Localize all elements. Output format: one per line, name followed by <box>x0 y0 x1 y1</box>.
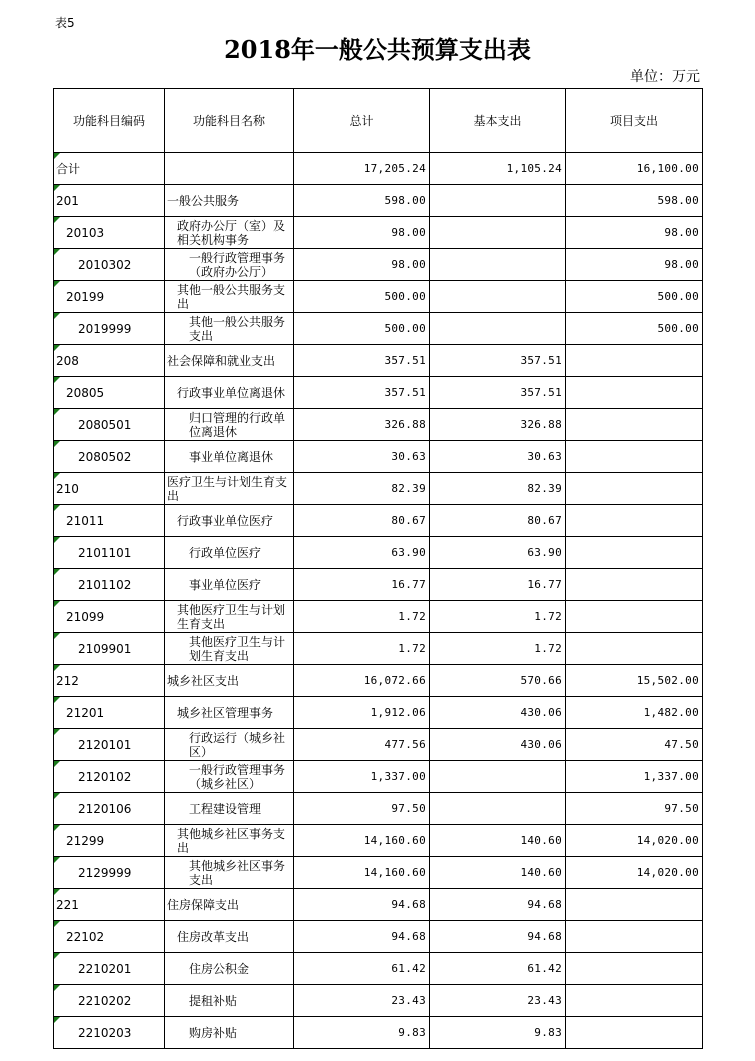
cell-total: 1.72 <box>294 633 430 665</box>
cell-code: 212 <box>54 665 165 697</box>
cell-basic: 61.42 <box>430 953 566 985</box>
cell-basic: 570.66 <box>430 665 566 697</box>
cell-name: 住房改革支出 <box>165 921 294 953</box>
cell-total: 326.88 <box>294 409 430 441</box>
cell-total: 477.56 <box>294 729 430 761</box>
cell-total: 9.83 <box>294 1017 430 1049</box>
cell-name: 其他一般公共服务支出 <box>165 281 294 313</box>
cell-name: 其他医疗卫生与计划生育支出 <box>165 633 294 665</box>
cell-code: 2080501 <box>54 409 165 441</box>
cell-basic <box>430 761 566 793</box>
cell-code: 208 <box>54 345 165 377</box>
cell-total: 14,160.60 <box>294 825 430 857</box>
cell-total: 500.00 <box>294 281 430 313</box>
cell-name: 其他医疗卫生与计划生育支出 <box>165 601 294 633</box>
cell-project: 97.50 <box>566 793 703 825</box>
cell-project <box>566 537 703 569</box>
cell-name: 购房补贴 <box>165 1017 294 1049</box>
cell-name: 行政事业单位离退休 <box>165 377 294 409</box>
cell-name: 行政单位医疗 <box>165 537 294 569</box>
cell-project <box>566 505 703 537</box>
table-row <box>54 825 703 857</box>
cell-total: 94.68 <box>294 889 430 921</box>
cell-project: 14,020.00 <box>566 857 703 889</box>
cell-name: 城乡社区管理事务 <box>165 697 294 729</box>
cell-code: 2010302 <box>54 249 165 281</box>
cell-name: 一般行政管理事务（政府办公厅） <box>165 249 294 281</box>
header-name: 功能科目名称 <box>165 89 294 153</box>
table-row <box>54 793 703 825</box>
cell-project <box>566 441 703 473</box>
cell-basic: 9.83 <box>430 1017 566 1049</box>
cell-code: 221 <box>54 889 165 921</box>
cell-project <box>566 633 703 665</box>
header-project: 项目支出 <box>566 89 703 153</box>
cell-project: 98.00 <box>566 217 703 249</box>
cell-basic: 82.39 <box>430 473 566 505</box>
cell-basic: 357.51 <box>430 345 566 377</box>
cell-code: 2109901 <box>54 633 165 665</box>
table-row <box>54 921 703 953</box>
table-body <box>54 153 703 1049</box>
cell-project <box>566 569 703 601</box>
cell-name: 事业单位医疗 <box>165 569 294 601</box>
table-row <box>54 729 703 761</box>
cell-project <box>566 985 703 1017</box>
cell-name: 医疗卫生与计划生育支出 <box>165 473 294 505</box>
cell-name: 事业单位离退休 <box>165 441 294 473</box>
cell-total: 82.39 <box>294 473 430 505</box>
cell-project <box>566 953 703 985</box>
cell-basic: 63.90 <box>430 537 566 569</box>
page-title: 2018年一般公共预算支出表 <box>224 35 531 64</box>
cell-basic: 80.67 <box>430 505 566 537</box>
table-row <box>54 857 703 889</box>
cell-name: 一般公共服务 <box>165 185 294 217</box>
table-row <box>54 345 703 377</box>
cell-total: 63.90 <box>294 537 430 569</box>
cell-code: 2101102 <box>54 569 165 601</box>
table-row <box>54 889 703 921</box>
cell-total: 1,337.00 <box>294 761 430 793</box>
header-row <box>54 89 703 153</box>
header-code: 功能科目编码 <box>54 89 165 153</box>
cell-basic: 1,105.24 <box>430 153 566 185</box>
cell-code: 21011 <box>54 505 165 537</box>
cell-project: 47.50 <box>566 729 703 761</box>
cell-name: 行政事业单位医疗 <box>165 505 294 537</box>
cell-code: 20199 <box>54 281 165 313</box>
cell-basic: 357.51 <box>430 377 566 409</box>
table-row <box>54 313 703 345</box>
cell-total: 14,160.60 <box>294 857 430 889</box>
cell-project: 98.00 <box>566 249 703 281</box>
table-row <box>54 409 703 441</box>
cell-code: 2210203 <box>54 1017 165 1049</box>
cell-code: 2120102 <box>54 761 165 793</box>
cell-code: 210 <box>54 473 165 505</box>
cell-project: 598.00 <box>566 185 703 217</box>
cell-code: 2080502 <box>54 441 165 473</box>
cell-code: 20805 <box>54 377 165 409</box>
cell-project <box>566 473 703 505</box>
cell-name: 社会保障和就业支出 <box>165 345 294 377</box>
cell-basic: 430.06 <box>430 697 566 729</box>
cell-basic: 94.68 <box>430 921 566 953</box>
table-row <box>54 665 703 697</box>
cell-code: 合计 <box>54 153 165 185</box>
cell-name: 提租补贴 <box>165 985 294 1017</box>
cell-name: 其他一般公共服务支出 <box>165 313 294 345</box>
cell-name: 工程建设管理 <box>165 793 294 825</box>
table-row <box>54 601 703 633</box>
cell-code: 2019999 <box>54 313 165 345</box>
cell-project: 1,482.00 <box>566 697 703 729</box>
table-row <box>54 537 703 569</box>
cell-total: 30.63 <box>294 441 430 473</box>
table-row <box>54 697 703 729</box>
table-row <box>54 633 703 665</box>
cell-basic: 1.72 <box>430 601 566 633</box>
cell-project <box>566 377 703 409</box>
cell-name: 其他城乡社区事务支出 <box>165 857 294 889</box>
table-row <box>54 473 703 505</box>
unit-label: 单位：万元 <box>630 69 700 85</box>
cell-basic: 23.43 <box>430 985 566 1017</box>
cell-project <box>566 409 703 441</box>
cell-name: 城乡社区支出 <box>165 665 294 697</box>
cell-project <box>566 1017 703 1049</box>
cell-name <box>165 153 294 185</box>
cell-total: 98.00 <box>294 249 430 281</box>
cell-code: 22102 <box>54 921 165 953</box>
table-row <box>54 217 703 249</box>
header-basic: 基本支出 <box>430 89 566 153</box>
cell-basic: 140.60 <box>430 825 566 857</box>
cell-name: 住房保障支出 <box>165 889 294 921</box>
cell-project: 16,100.00 <box>566 153 703 185</box>
cell-project: 1,337.00 <box>566 761 703 793</box>
cell-total: 598.00 <box>294 185 430 217</box>
cell-basic: 1.72 <box>430 633 566 665</box>
table-row <box>54 1017 703 1049</box>
cell-project: 14,020.00 <box>566 825 703 857</box>
cell-name: 行政运行（城乡社区） <box>165 729 294 761</box>
cell-project <box>566 889 703 921</box>
cell-total: 1,912.06 <box>294 697 430 729</box>
cell-total: 1.72 <box>294 601 430 633</box>
cell-basic: 30.63 <box>430 441 566 473</box>
cell-code: 2120101 <box>54 729 165 761</box>
cell-total: 17,205.24 <box>294 153 430 185</box>
cell-basic: 16.77 <box>430 569 566 601</box>
cell-basic <box>430 281 566 313</box>
cell-total: 97.50 <box>294 793 430 825</box>
table-row <box>54 985 703 1017</box>
cell-code: 2101101 <box>54 537 165 569</box>
cell-total: 16,072.66 <box>294 665 430 697</box>
cell-basic <box>430 217 566 249</box>
cell-project: 500.00 <box>566 313 703 345</box>
cell-basic <box>430 185 566 217</box>
cell-total: 16.77 <box>294 569 430 601</box>
cell-basic: 140.60 <box>430 857 566 889</box>
cell-name: 一般行政管理事务（城乡社区） <box>165 761 294 793</box>
cell-code: 21099 <box>54 601 165 633</box>
cell-project: 15,502.00 <box>566 665 703 697</box>
cell-project <box>566 601 703 633</box>
cell-basic <box>430 313 566 345</box>
cell-code: 21299 <box>54 825 165 857</box>
cell-project <box>566 921 703 953</box>
cell-basic: 94.68 <box>430 889 566 921</box>
cell-code: 2210201 <box>54 953 165 985</box>
cell-name: 归口管理的行政单位离退休 <box>165 409 294 441</box>
cell-name: 其他城乡社区事务支出 <box>165 825 294 857</box>
cell-total: 80.67 <box>294 505 430 537</box>
table-row <box>54 953 703 985</box>
table-row <box>54 281 703 313</box>
table-row <box>54 569 703 601</box>
cell-total: 357.51 <box>294 377 430 409</box>
cell-total: 98.00 <box>294 217 430 249</box>
cell-code: 2129999 <box>54 857 165 889</box>
cell-code: 2210202 <box>54 985 165 1017</box>
cell-code: 20103 <box>54 217 165 249</box>
cell-code: 21201 <box>54 697 165 729</box>
cell-project: 500.00 <box>566 281 703 313</box>
cell-name: 住房公积金 <box>165 953 294 985</box>
cell-total: 357.51 <box>294 345 430 377</box>
cell-total: 500.00 <box>294 313 430 345</box>
table-row <box>54 505 703 537</box>
cell-project <box>566 345 703 377</box>
cell-total: 94.68 <box>294 921 430 953</box>
table-row <box>54 185 703 217</box>
cell-name: 政府办公厅（室）及相关机构事务 <box>165 217 294 249</box>
table-row <box>54 441 703 473</box>
header-total: 总计 <box>294 89 430 153</box>
table-row <box>54 377 703 409</box>
cell-code: 2120106 <box>54 793 165 825</box>
budget-table <box>53 88 703 1049</box>
cell-code: 201 <box>54 185 165 217</box>
cell-total: 23.43 <box>294 985 430 1017</box>
table-row <box>54 249 703 281</box>
cell-basic: 430.06 <box>430 729 566 761</box>
table-row <box>54 153 703 185</box>
cell-basic <box>430 793 566 825</box>
table-tag: 表5 <box>55 16 75 30</box>
cell-basic <box>430 249 566 281</box>
cell-basic: 326.88 <box>430 409 566 441</box>
table-row <box>54 761 703 793</box>
cell-total: 61.42 <box>294 953 430 985</box>
